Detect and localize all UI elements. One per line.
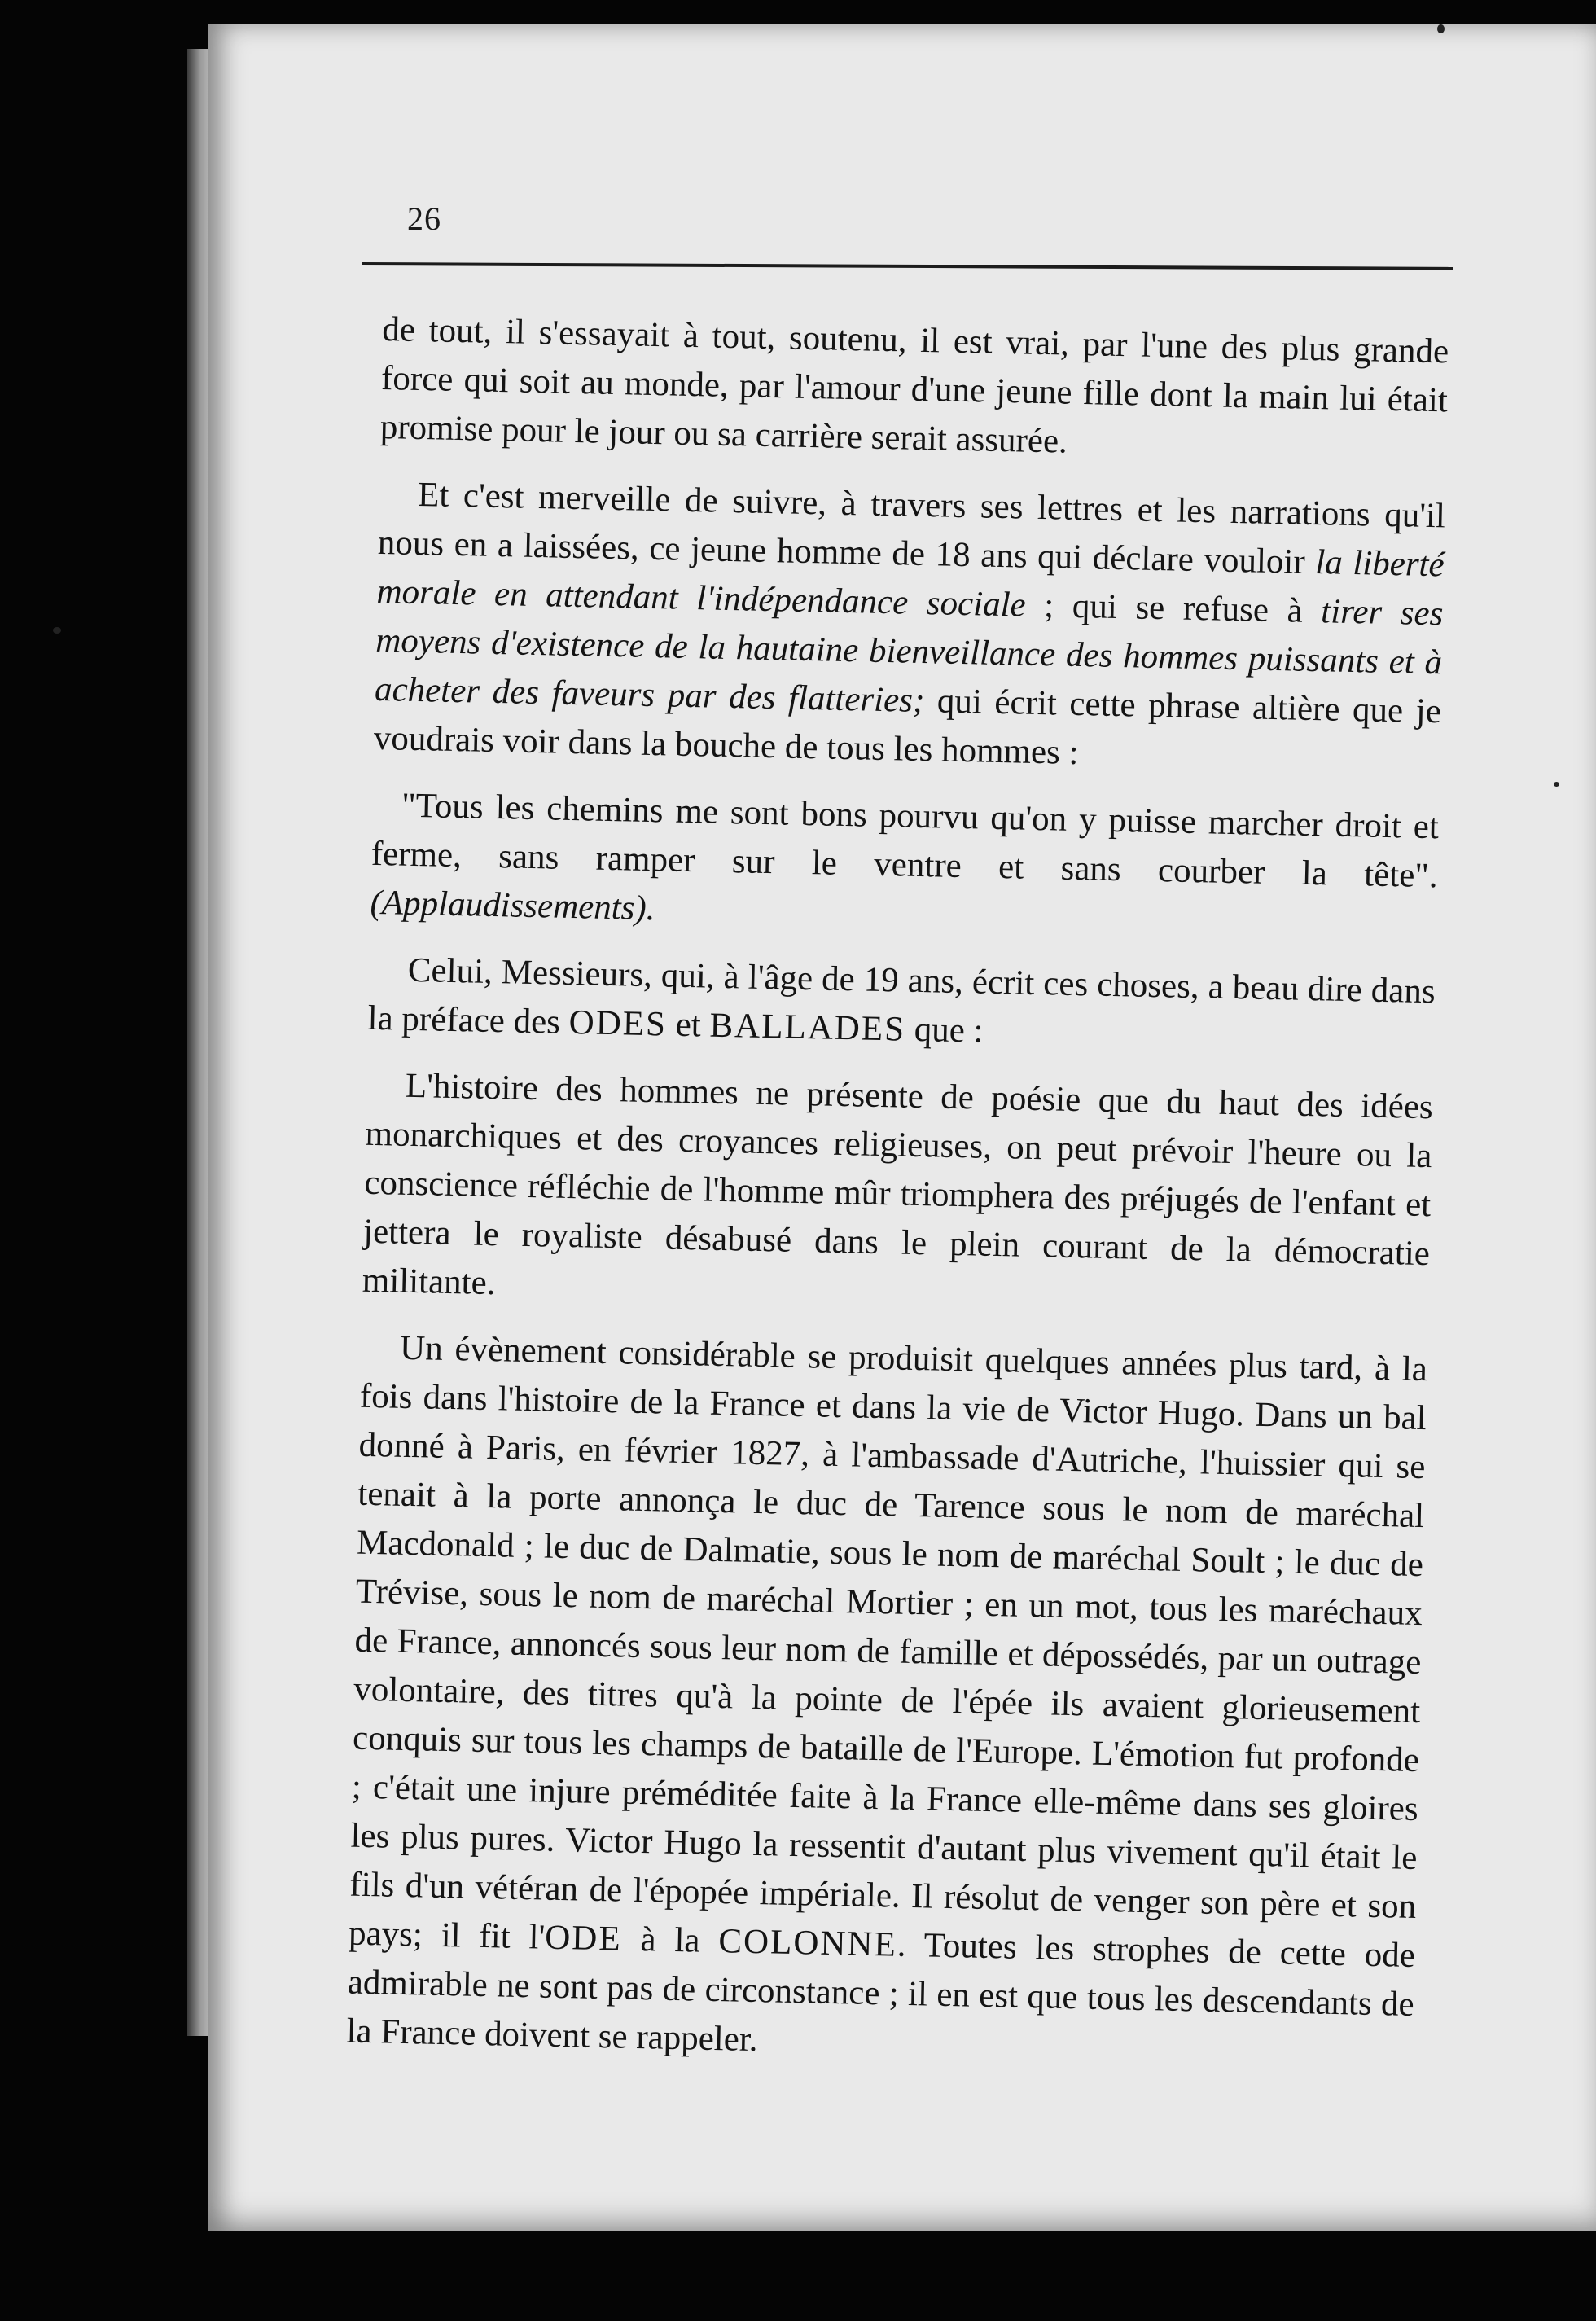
page-number: 26 [407, 200, 441, 237]
text-run: de tout, il s'essayait à tout, soutenu, il est vrai, par l'une des plus grande force qui soit au monde, par l'amour d'une jeune fille dont la main lui était promise pour le jour ou sa carrière serait assurée. [379, 309, 1449, 461]
title-text: COLONNE [717, 1922, 898, 1964]
italic-text: (Applaudissements). [370, 883, 656, 928]
scan-speck [1554, 782, 1559, 787]
italic-text: tirer ses moyens d'existence de la hautaine bienveillance des hommes puissants et à acheter des faveurs par des flatteries; [374, 592, 1444, 721]
body-text [346, 305, 1449, 2096]
paragraph [373, 470, 1445, 785]
text-run: Celui, Messieurs, qui, à l'âge de 19 ans, écrit ces choses, a beau dire dans la préface des [367, 950, 1436, 1042]
text-run: "Tous les chemins me sont bons pourvu qu'on y puisse marcher droit et ferme, sans ramper sur le ventre et sans courber la tête". [370, 786, 1440, 896]
title-text: ODES [568, 1003, 668, 1044]
text-run: que : [905, 1010, 984, 1051]
text-run: . Toutes les strophes de cette ode admirable ne sont pas de circonstance ; il en est que tous les descendants de la France doivent se rappeler. [346, 1925, 1416, 2060]
paragraph [346, 1323, 1428, 2078]
text-run: à la [621, 1920, 719, 1961]
text-run: et [666, 1005, 711, 1045]
paragraph [362, 1061, 1433, 1327]
paragraph [367, 946, 1436, 1065]
paragraph [370, 781, 1439, 950]
italic-text: la liberté morale en attendant l'indépendance sociale [376, 543, 1445, 625]
text-run: Un évènement considérable se produisit quelques années plus tard, à la fois dans l'histoire de la France et dans la vie de Victor Hugo. Dans un bal donné à Paris, en février 1827, à l'ambassade d'Autriche, l'huissier qui se tenait à la porte annonça le duc de Tarence sous le nom de maréchal Macdonald ; le duc de Dalmatie, sous le nom de maréchal Soult ; le duc de Trévise, sous le nom de maréchal Mortier ; en un mot, tous les maréchaux de France, annoncés sous leur nom de famille et dépossédés, par un outrage volontaire, des titres qu'à la pointe de l'épée ils avaient glorieusement conquis sur tous les champs de bataille de l'Europe. L'émotion fut profonde ; c'était une injure préméditée faite à la France elle-même dans ses gloires les plus pures. Victor Hugo la ressentit d'autant plus vivement qu'il était le fils d'un vétéran de l'épopée impériale. Il résolut de venger son père et son pays; il fit l' [348, 1328, 1428, 1957]
text-run: L'histoire des hommes ne présente de poésie que du haut des idées monarchiques et des croyances religieuses, on peut prévoir l'heure ou la conscience réfléchie de l'homme mûr triomphera des préjugés de l'enfant et jettera le royaliste désabusé dans le plein courant de la démocratie militante. [362, 1066, 1434, 1303]
text-run: ; qui se refuse à [1025, 586, 1322, 631]
title-text: BALLADES [709, 1006, 906, 1049]
title-text: ODE [544, 1918, 623, 1959]
scan-speck [1437, 24, 1445, 33]
text-run: Et c'est merveille de suivre, à travers ses lettres et les narrations qu'il nous en a laissées, ce jeune homme de 18 ans qui déclare vouloir [377, 475, 1446, 582]
paragraph [379, 305, 1449, 474]
scan-speck [53, 627, 61, 634]
text-run: qui écrit cette phrase altière que je voudrais voir dans la bouche de tous les hommes : [373, 682, 1442, 773]
